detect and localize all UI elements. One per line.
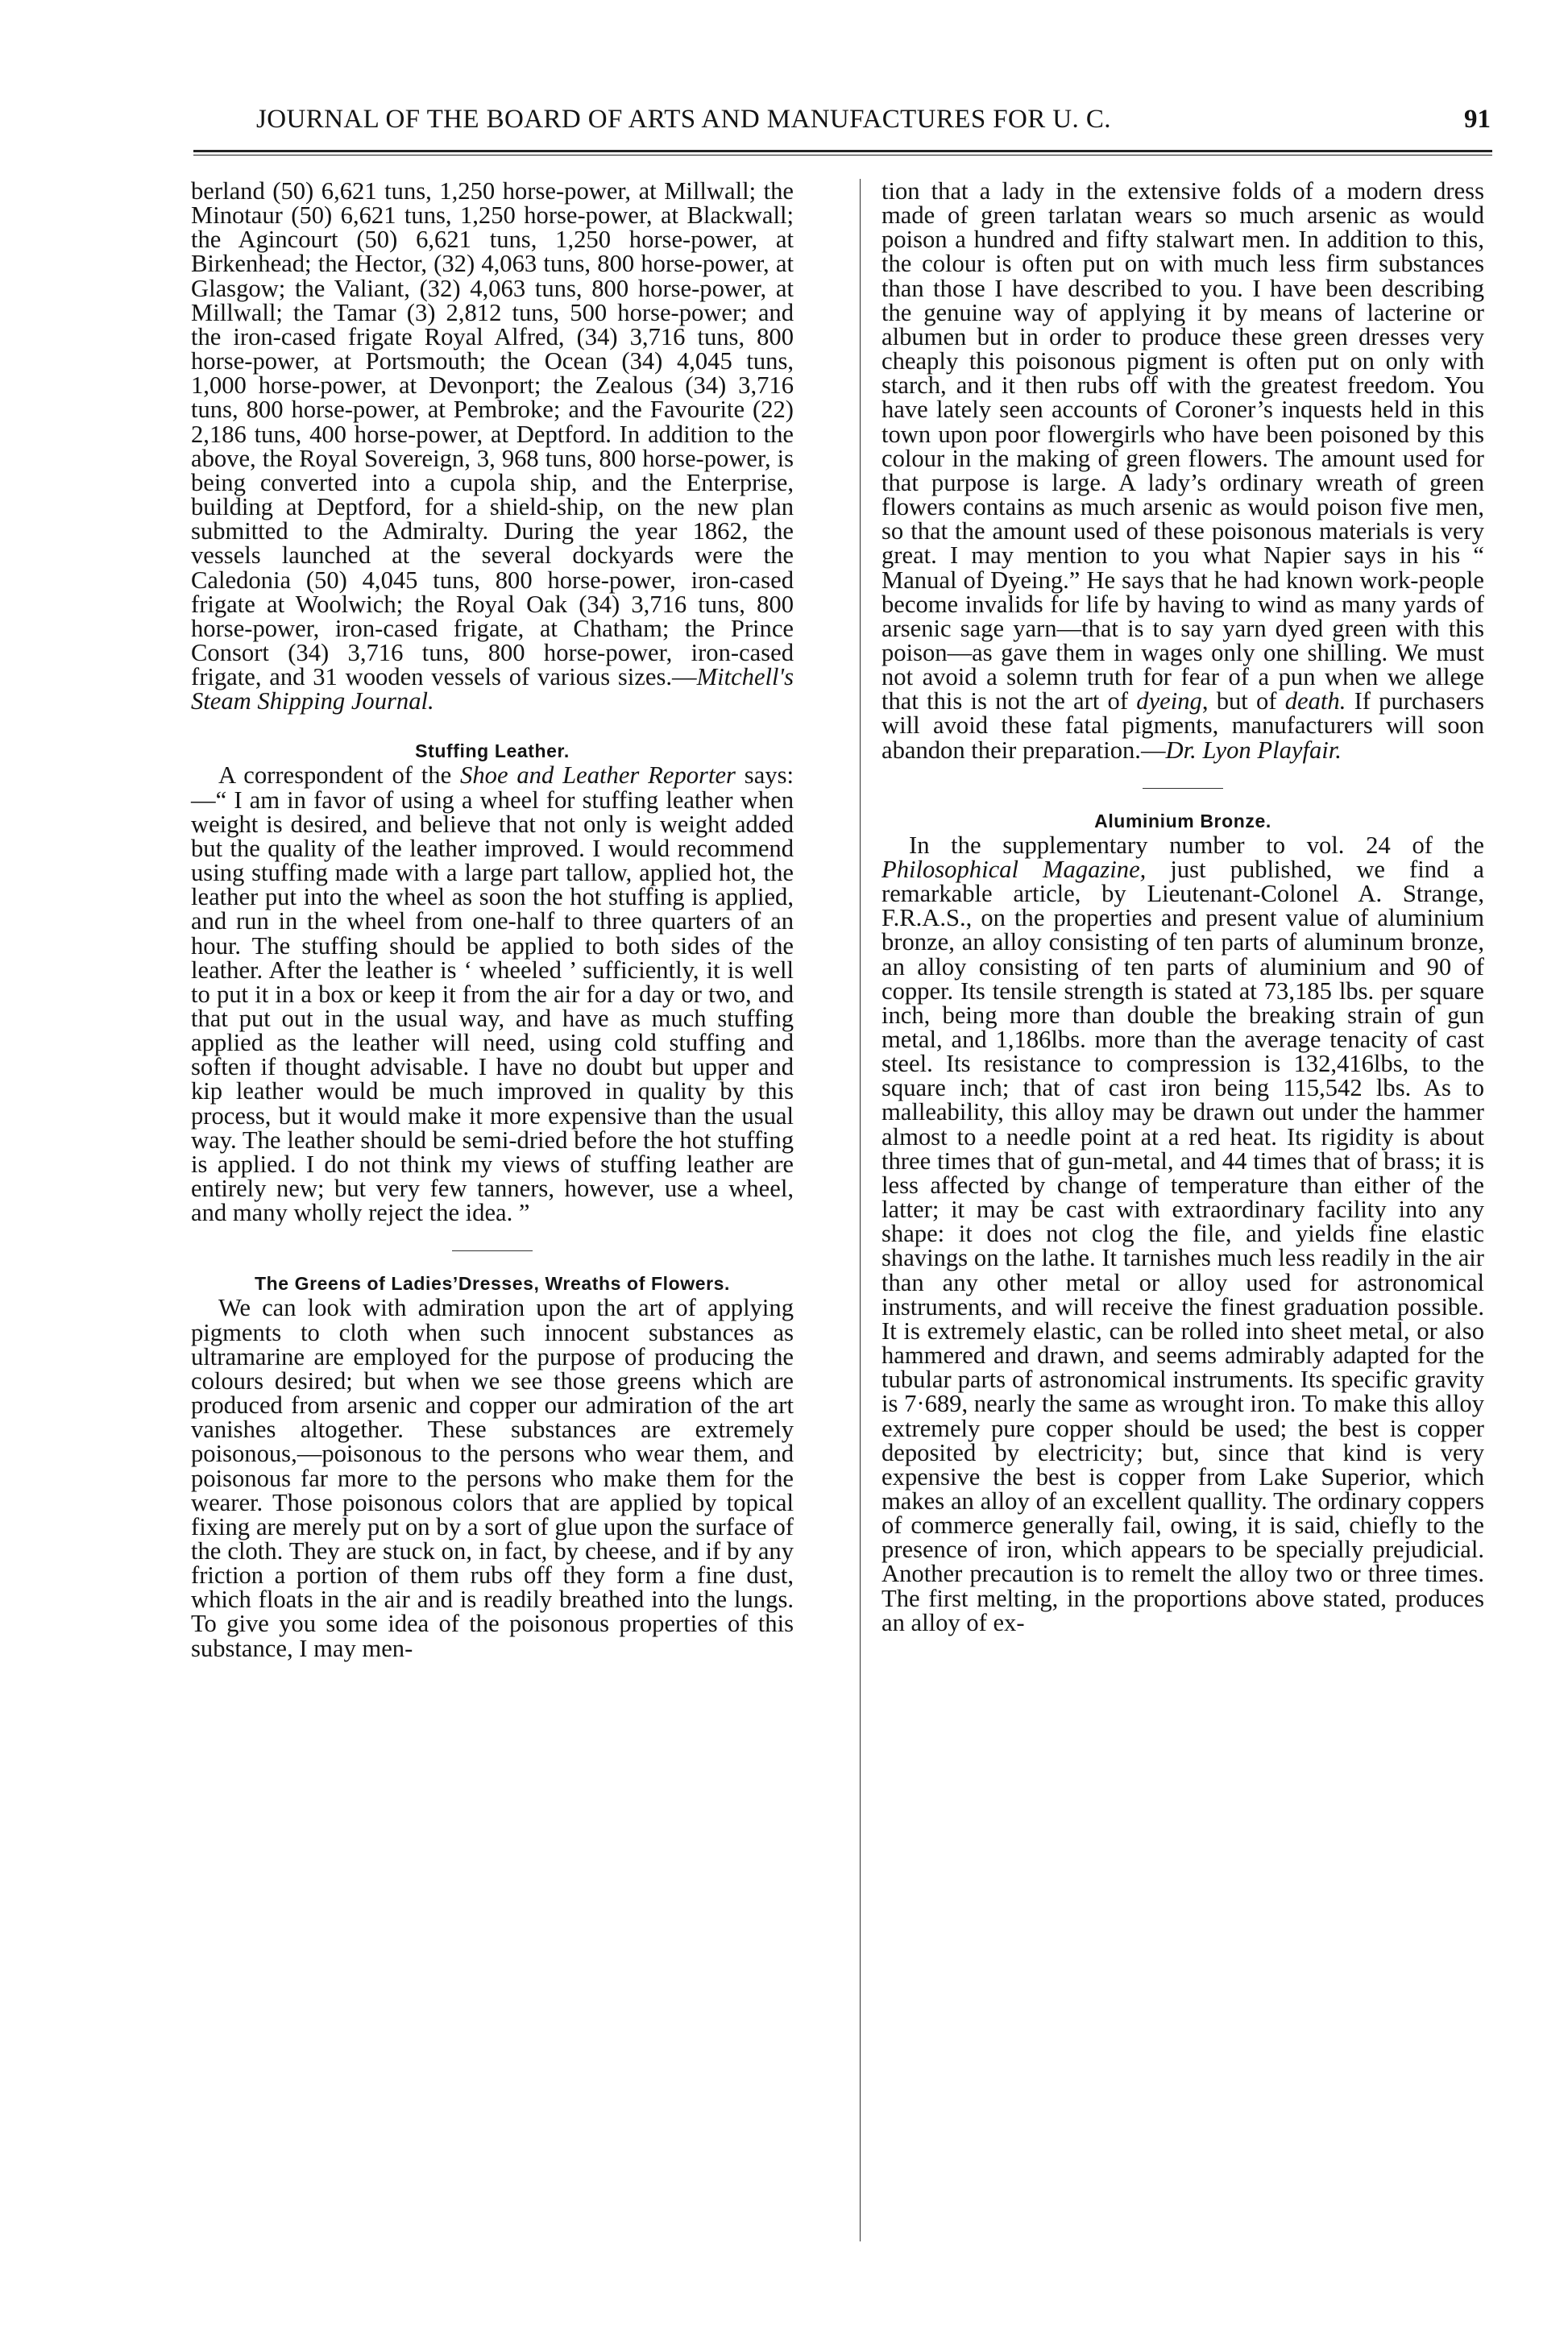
aluminium-body: just published, we find a remarkable article, by Lieutenant-Colonel A. Strange, F.R.A.S., on the properties and present value of aluminium bronze, an alloy consisting of ten parts of aluminum bronze, an alloy consisting of ten parts of aluminium and 90 of copper. Its tensile strength is stated at 73,185 lbs. per square inch, being more than double the breaking strain of gun metal, and 1,186lbs. more than the average tenacity of cast steel. Its resistance to compression is 132,416lbs, to the square inch; that of cast iron being 115,542 lbs. As to malleability, this alloy may be drawn out under the hammer almost to a needle point at a red heat. Its rigidity is about three times that of gun-metal, and 44 times that of brass; it is less affected by change of temperature than either of the latter; it may be cast with extraordinary facility into any shape: it does not clog the file, and yields fine elastic shavings on the lathe. It tarnishes much less readily in the air than any other metal or alloy used for astronomical instruments, and will receive the finest graduation possible. It is extremely elastic, can be rolled into sheet metal, or also hammered and drawn, and seems admirably adapted for the tubular parts of astronomical instruments. Its specific gravity is 7·689, nearly the same as wrought iron. To make this alloy extremely pure copper should be used; the best is copper deposited by electricity; but, since that kind is very expensive the best is copper from Lake Superior, which makes an alloy of an excellent quallity. The ordinary coppers of commerce generally fail, owing, it is said, chiefly to the presence of iron, which appears to be specially prejudicial. Another precaution is to remelt the alloy two or three times. The first melting, in the proportions above stated, produces an alloy of ex-: [881, 855, 1484, 1636]
greens-cont-b: , but of: [1201, 687, 1285, 715]
greens-dyeing: dyeing: [1136, 687, 1202, 715]
greens-heading: The Greens of Ladies’Dresses, Wreaths of Flowers.: [254, 1273, 731, 1295]
left-column: [191, 179, 794, 1661]
aluminium-heading: Aluminium Bronze.: [1094, 810, 1271, 831]
header-rule: [193, 150, 1492, 155]
greens-cont-c: If purchasers will avoid these fatal pigments, manufacturers will soon abandon their preparation.—: [881, 687, 1484, 764]
stuffing-leather-heading: Stuffing Leather.: [415, 740, 570, 762]
greens-death: death.: [1284, 687, 1346, 715]
page-header: [193, 105, 1491, 142]
shipping-article-continuation: [191, 179, 794, 713]
running-head: JOURNAL OF THE BOARD OF ARTS AND MANUFACTURES FOR U. C.: [256, 105, 1111, 134]
stuffing-leather-article: [191, 763, 794, 1225]
shipping-source: Mitchell's Steam Shipping Journal.: [191, 663, 794, 715]
aluminium-lead: In the supplementary number to vol. 24 of the: [909, 831, 1484, 859]
page-number: 91: [1464, 105, 1491, 134]
shipping-text: berland (50) 6,621 tuns, 1,250 horse-power, at Millwall; the Minotaur (50) 6,621 tuns, 1,250 horse-power, at Blackwall; the Agincourt (50) 6,621 tuns, 1,250 horse-power, at Birkenhead; the Hector, (32) 4,063 tuns, 800 horse-power, at Glasgow; the Valiant, (32) 4,063 tuns, 800 horse-power, at Millwall; the Tamar (3) 2,812 tuns, 500 horse-power; and the iron-cased frigate Royal Alfred, (34) 3,716 tuns, 800 horse-power, at Portsmouth; the Ocean (34) 4,045 tuns, 1,000 horse-power, at Devonport; the Zealous (34) 3,716 tuns, 800 horse-power, at Pembroke; and the Favourite (22) 2,186 tuns, 400 horse-power, at Deptford. In addition to the above, the Royal Sovereign, 3, 968 tuns, 800 horse-power, is being converted into a cupola ship, and the Enterprise, building at Deptford, for a shield-ship, on the new plan submitted to the Admiralty. During the year 1862, the vessels launched at the several dockyards were the Caledonia (50) 4,045 tuns, 800 horse-power, iron-cased frigate at Woolwich; the Royal Oak (34) 3,716 tuns, 800 horse-power, iron-cased frigate, at Chatham; the Prince Consort (34) 3,716 tuns, 800 horse-power, iron-cased frigate, and 31 wooden vessels of various sizes.—: [191, 177, 794, 691]
greens-article-continuation: [881, 179, 1484, 762]
stuffing-journal-name: Shoe and Leather Reporter: [460, 761, 736, 790]
right-column: [881, 179, 1484, 1635]
stuffing-body: says:—“ I am in favor of using a wheel for stuffing leather when weight is desired, and believe that not only is weight added but the quality of the leather improved. I would recommend using stuffing made with a large part tallow, applied hot, the leather put into the wheel as soon the hot stuffing is applied, and run in the wheel from one-half to three quarters of an hour. The stuffing should be applied to both sides of the leather. After the leather is ‘ wheeled ’ sufficiently, it is well to put it in a box or keep it from the air for a day or two, and that put out in the usual way, and have as much stuffing applied as the leather will need, using cold stuffing and soften if thought advisable. I have no doubt but upper and kip leather would be much improved in quality by this process, but it would make it more expensive than the usual way. The leather should be semi-dried before the hot stuffing is applied. I do not think my views of stuffing leather are entirely new; but very few tanners, however, use a wheel, and many wholly reject the idea. ”: [191, 761, 794, 1227]
column-divider: [860, 179, 861, 2241]
greens-author: Dr. Lyon Playfair.: [1165, 736, 1342, 764]
aluminium-magazine-name: Philosophical Magazine,: [881, 855, 1147, 883]
greens-article: We can look with admiration upon the art of applying pigments to cloth when such innocent substances as ultramarine are employed for the purpose of producing the colours desired; but when we see those greens which are produced from arsenic and copper our admiration of the art vanishes altogether. These substances are extremely poisonous,—poisonous to the persons who wear them, and poisonous far more to the persons who make them for the wearer. Those poisonous colors that are applied by topical fixing are merely put on by a sort of glue upon the surface of the cloth. They are stuck on, in fact, by cheese, and if by any friction a portion of them rubs off they form a fine dust, which floats in the air and is readily breathed into the lungs. To give you some idea of the poisonous properties of this substance, I may men-: [191, 1294, 794, 1662]
stuffing-lead: A correspondent of the: [218, 761, 461, 790]
greens-cont-a: tion that a lady in the extensive folds of a modern dress made of green tarlatan wears so much arsenic as would poison a hundred and fifty stalwart men. In addition to this, the colour is often put on with much less firm substances than those I have described to you. I have been describing the genuine way of applying it by means of lacterine or albumen but in order to produce these green dresses very cheaply this poisonous pigment is often put on only with starch, and it then rubs off with the greatest freedom. You have lately seen accounts of Coroner’s inquests held in this town upon poor flowergirls who have been poisoned by this colour in the making of green flowers. The amount used for that purpose is large. A lady’s ordinary wreath of green flowers contains as much arsenic as would poison five men, so that the amount used of these poisonous materials is very great. I may mention to you what Napier says in his “ Manual of Dyeing.” He says that he had known work-people become invalids for life by having to wind as many yards of arsenic sage yarn—that is to say yarn dyed green with this poison—as gave them in wages only one shilling. We must not avoid a solemn truth for fear of a pun when we allege that this is not the art of: [881, 177, 1484, 715]
aluminium-article: [881, 833, 1484, 1635]
